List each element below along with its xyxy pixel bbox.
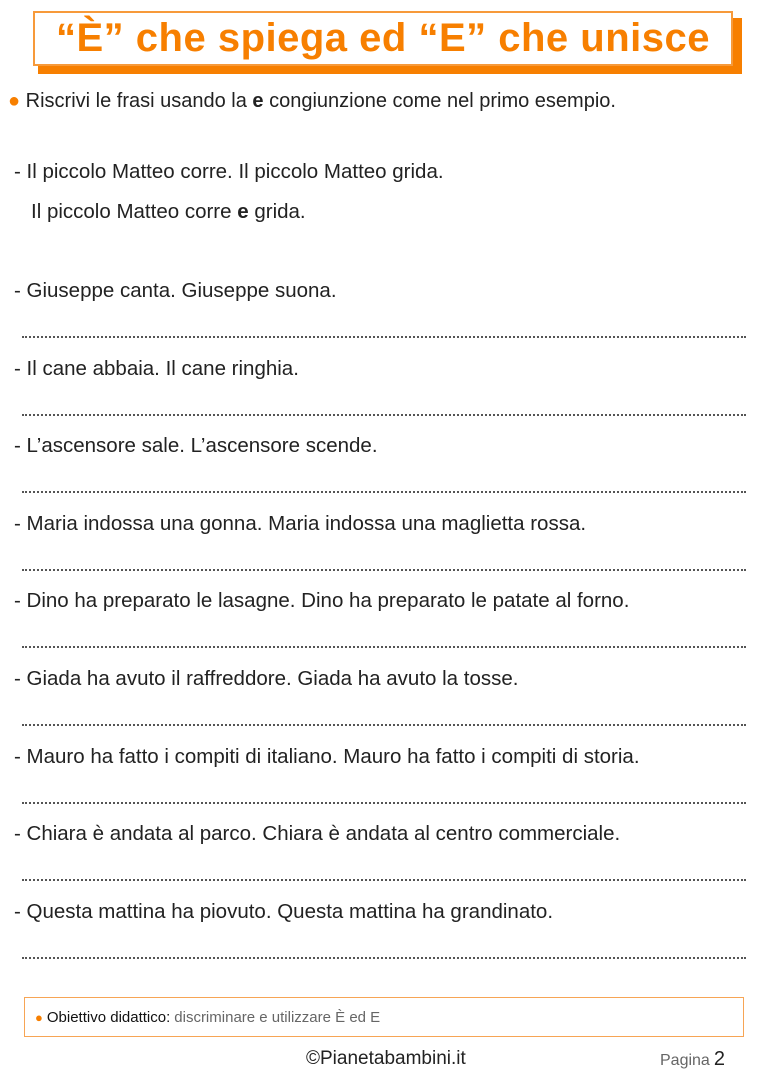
answer-line[interactable] <box>22 802 746 804</box>
answer-line[interactable] <box>22 336 746 338</box>
answer-bold: e <box>237 200 249 223</box>
exercise-sentence: - Chiara è andata al parco. Chiara è andata al centro commerciale. <box>14 822 621 846</box>
answer-line[interactable] <box>22 569 746 571</box>
exercise-sentence: - Dino ha preparato le lasagne. Dino ha preparato le patate al forno. <box>14 589 630 613</box>
instruction <box>8 90 616 113</box>
answer-line[interactable] <box>22 724 746 726</box>
example-answer <box>31 200 306 224</box>
exercise-sentence: - Mauro ha fatto i compiti di italiano. Mauro ha fatto i compiti di storia. <box>14 744 640 768</box>
exercise-sentence: - Giuseppe canta. Giuseppe suona. <box>14 279 337 302</box>
answer-line[interactable] <box>22 646 746 648</box>
exercise-sentence: - Giada ha avuto il raffreddore. Giada ha avuto la tosse. <box>14 667 519 690</box>
bullet-icon: ● <box>35 1009 43 1025</box>
answer-line[interactable] <box>22 414 746 416</box>
exercise-sentence: - Questa mattina ha piovuto. Questa mattina ha grandinato. <box>14 899 554 923</box>
exercise-sentence: - Il cane abbaia. Il cane ringhia. <box>14 356 299 380</box>
instruction-bold: e <box>252 90 264 112</box>
page-num: 2 <box>713 1048 725 1070</box>
bullet-icon: ● <box>8 90 21 112</box>
title-box <box>33 11 733 66</box>
answer-line[interactable] <box>22 491 746 493</box>
site-credit: ©Pianetabambini.it <box>306 1048 466 1069</box>
example-sentence: - Il piccolo Matteo corre. Il piccolo Matteo grida. <box>14 160 444 183</box>
exercise-sentence: - Maria indossa una gonna. Maria indossa una maglietta rossa. <box>14 511 587 535</box>
page-label: Pagina <box>660 1052 710 1069</box>
answer-line[interactable] <box>22 879 746 881</box>
page-number <box>660 1048 725 1071</box>
instruction-text: Riscrivi le frasi usando la <box>25 90 253 112</box>
exercise-sentence: - L’ascensore sale. L’ascensore scende. <box>14 434 378 458</box>
answer-text: Il piccolo Matteo corre <box>31 200 238 223</box>
answer-line[interactable] <box>22 957 746 959</box>
instruction-text-end: congiunzione come nel primo esempio. <box>263 90 616 112</box>
page-title: “È” che spiega ed “E” che unisce <box>55 16 710 60</box>
objective-box <box>24 997 744 1037</box>
objective-text: discriminare e utilizzare È ed E <box>174 1008 381 1026</box>
objective-label: Obiettivo didattico: <box>46 1008 171 1026</box>
answer-text-end: grida. <box>248 200 306 223</box>
